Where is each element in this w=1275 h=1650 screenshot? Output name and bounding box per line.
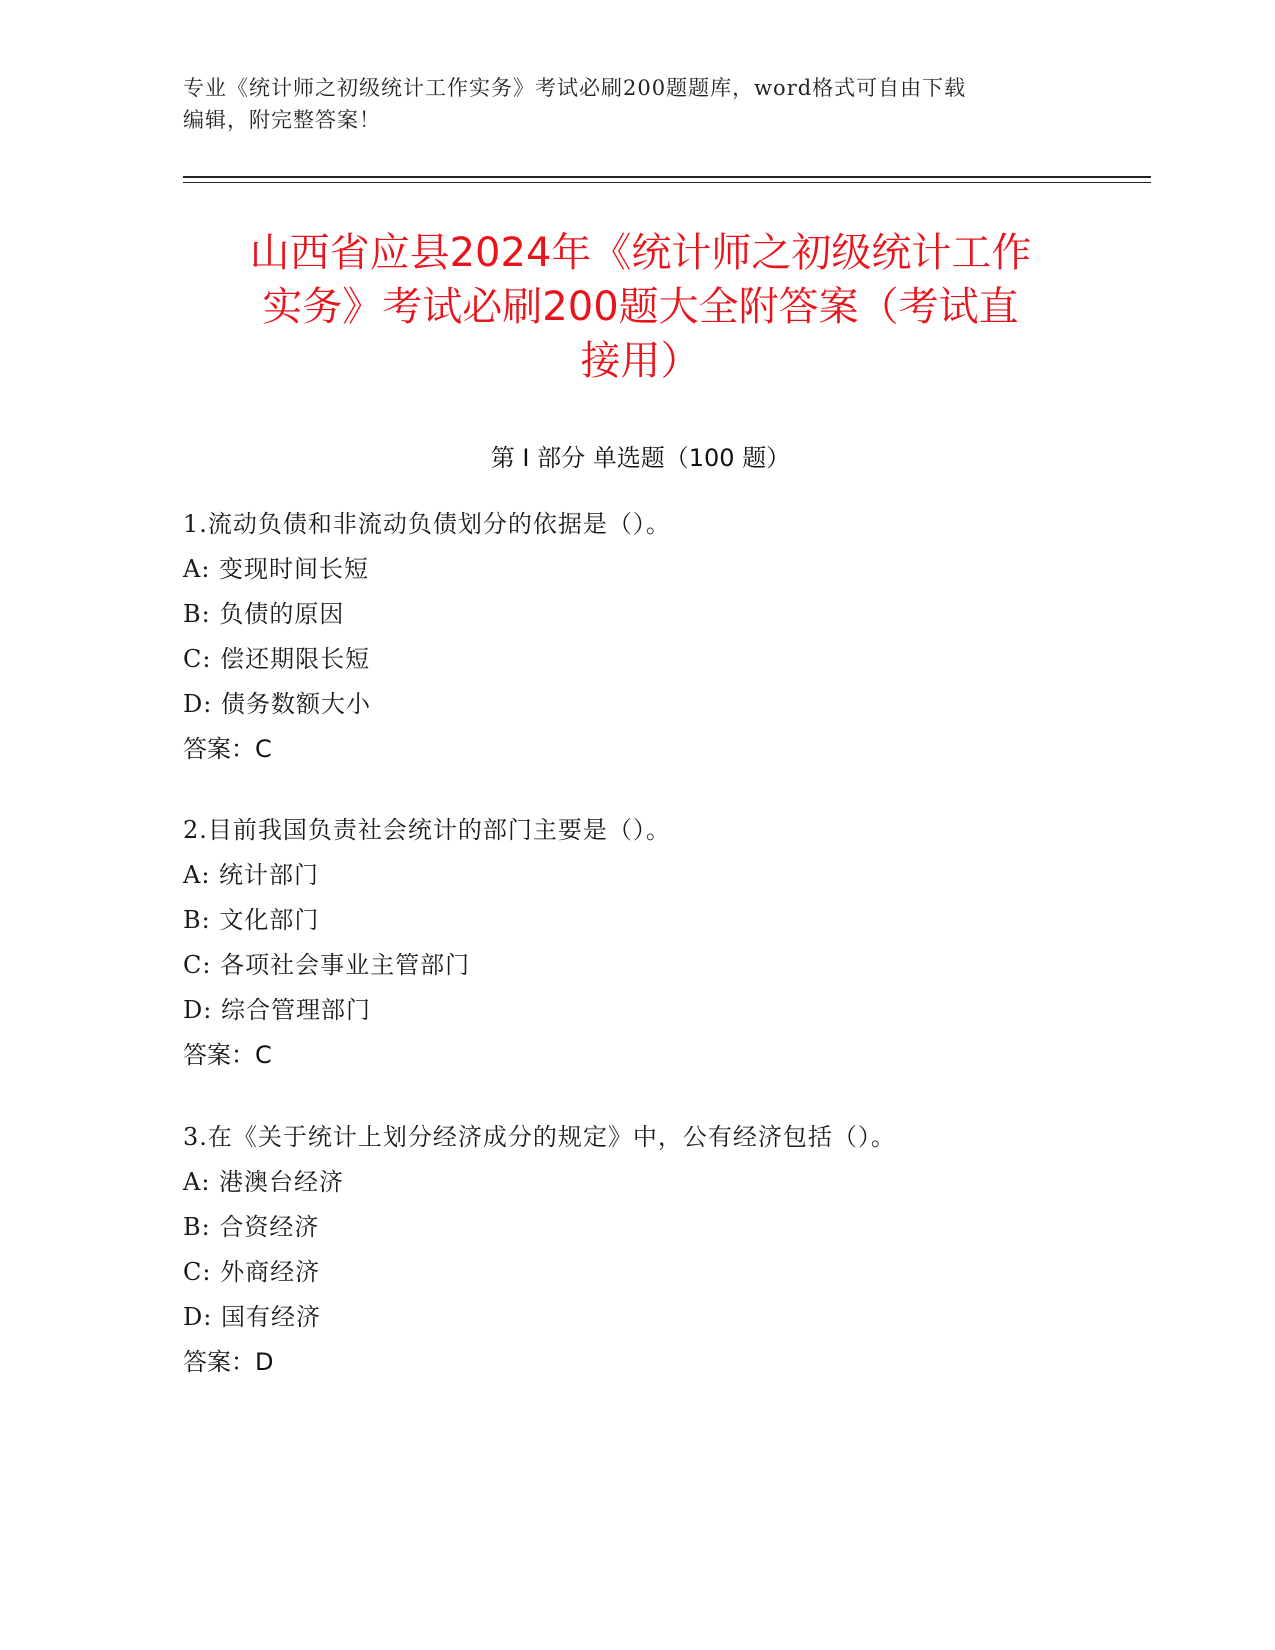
option-c: C: 各项社会事业主管部门 <box>183 951 471 979</box>
option-d: D: 债务数额大小 <box>183 690 371 718</box>
question-2 <box>183 808 1083 1078</box>
header-note <box>183 72 1083 136</box>
option-d: D: 综合管理部门 <box>183 996 371 1024</box>
option-a: A: 变现时间长短 <box>183 555 370 583</box>
answer: 答案：C <box>183 1041 272 1069</box>
question-stem: 3.在《关于统计上划分经济成分的规定》中，公有经济包括（）。 <box>183 1123 896 1151</box>
question-stem: 1.流动负债和非流动负债划分的依据是（）。 <box>183 510 671 538</box>
question-3 <box>183 1115 1083 1385</box>
option-b: B: 合资经济 <box>183 1213 320 1241</box>
answer: 答案：D <box>183 1348 274 1376</box>
section-heading: 第 I 部分 单选题（100 题） <box>490 444 791 472</box>
title-line-3: 接用） <box>580 338 701 384</box>
header-divider-thin <box>183 182 1151 183</box>
header-note-line-2: 编辑，附完整答案！ <box>183 108 381 132</box>
option-b: B: 文化部门 <box>183 906 320 934</box>
title-line-2: 实务》考试必刷200题大全附答案（考试直 <box>262 284 1019 330</box>
option-c: C: 偿还期限长短 <box>183 645 371 673</box>
option-d: D: 国有经济 <box>183 1303 321 1331</box>
answer: 答案：C <box>183 735 272 763</box>
header-divider-thick <box>183 176 1151 178</box>
title-line-1: 山西省应县2024年《统计师之初级统计工作 <box>249 230 1032 276</box>
option-a: A: 统计部门 <box>183 861 320 889</box>
question-stem: 2.目前我国负责社会统计的部门主要是（）。 <box>183 816 671 844</box>
question-1 <box>183 502 1083 772</box>
header-note-line-1: 专业《统计师之初级统计工作实务》考试必刷200题题库，word格式可自由下载 <box>183 76 967 100</box>
option-a: A: 港澳台经济 <box>183 1168 345 1196</box>
document-title <box>183 226 1098 388</box>
option-b: B: 负债的原因 <box>183 600 345 628</box>
option-c: C: 外商经济 <box>183 1258 321 1286</box>
